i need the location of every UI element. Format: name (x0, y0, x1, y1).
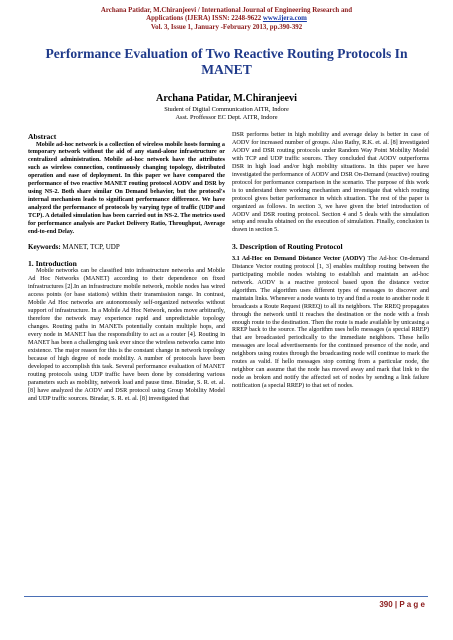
affiliation-2: Asst. Proffessor EC Dept. AITR, Indore (175, 113, 278, 121)
abstract-text: Mobile ad-hoc network is a collection of wireless mobile hosts forming a temporary network without the aid of any stand-alone infrastructure or centralized administration. Mobile ad-hoc network have the attributes such as wireless connection, continuously changing topology, distributed operation and ease of deployment. In this paper we have compared the performance of two reactive MANET routing protocol AODV and DSR by using NS-2. Both share similar On Demand behavior, but the protocol's internal mechanism leads to significant performance difference. We have analyzed the performance of protocols by varying type of traffic (UDP and TCP). A detailed simulation has been carried out in NS-2. The metrics used for performance analysis are Packet Delivery Ratio, Throughput, Average end-to-end Delay. (28, 141, 225, 235)
journal-header-line3: Vol. 3, Issue 1, January -February 2013, pp.390-392 (150, 23, 303, 31)
abstract-heading: Abstract (28, 132, 57, 141)
journal-website-link[interactable]: www.ijera.com (262, 15, 307, 23)
footer-divider (24, 596, 428, 597)
paper-title: Performance Evaluation of Two Reactive Routing Protocols In MANET (45, 46, 408, 77)
keywords-label: Keywords: (28, 242, 61, 251)
introduction-text: Mobile networks can be classified into infrastructure networks and Mobile Ad Hoc Networks (MANET) according to their dependence on fixed infrastructures [2].In an infrastructure mobile network, mobile nodes has wired access points (or base stations) within their transmission range. In contrast, Mobile Ad Hoc networks are autonomously self-organized networks without support of infrastructure. In a Mobile Ad Hoc Network, nodes move arbitrarily, therefore the network may experience rapid and unpredictable topology changes. Routing paths in MANETs potentially contain multiple hops, and every node in MANET has the responsibility to act as a router [4]. Routing in MANET has been a challenging task ever since the wireless networks came into existence. The major reason for this is the constant change in network topology because of high degree of node mobility. A number of protocols have been developed to accomplish this task. Several performance evaluation of MANET routing protocols using UDP traffic have been done by considering various parameters such as mobility, network load and pause time. Biradar, S. R. et. al. [8] have analyzed the AODV and DSR protocol using Group Mobility Model and UDP traffic sources. Biradar, S. R. et. al. [8] investigated that (28, 268, 226, 402)
left-column (28, 132, 225, 404)
journal-header-line2 (20, 15, 433, 23)
keywords (28, 244, 225, 252)
journal-header (20, 7, 433, 32)
aodv-section (232, 256, 429, 391)
introduction-heading: 1. Introduction (28, 258, 77, 268)
intro-continuation-text: DSR performs better in high mobility and average delay is better in case of AODV for increased number of groups. Also Rathy, R.K. et. al. [8] investigated AODV and DSR routing protocols under Random Way Point Mobility Model with TCP and UDP traffic sources. They concluded that AODV outperforms DSR in high load and/or high mobility situations. In this paper we have investigated the performance of AODV and DSR On-Demand (reactive) routing protocol for performance comparison in the scenario. The purpose of this work is to understand there working mechanism and investigate that which routing protocol gives better performance in which situation. The rest of the paper is organized as follows. In section 3, we have given the brief introduction of AODV and DSR routing protocol. Section 4 and 5 deals with the simulation setup and results obtained on the execution of simulation. Finally, conclusion is drawn in section 5. (232, 132, 429, 234)
affiliation-1: Student of Digital Communication AITR, Indore (164, 106, 289, 113)
aodv-subheading: 3.1 Ad-Hoc on Demand Distance Vector (AODV) (232, 255, 366, 262)
journal-issn: Applications (IJERA) ISSN: 2248-9622 (146, 15, 262, 23)
author-affiliations (20, 106, 433, 121)
section3-heading: 3. Description of Routing Protocol (232, 242, 343, 252)
author-names: Archana Patidar, M.Chiranjeevi (156, 93, 297, 104)
page-number: 390 | P a g e (379, 600, 425, 609)
journal-header-line1: Archana Patidar, M.Chiranjeevi / International Journal of Engineering Research and (100, 7, 353, 14)
keywords-text: MANET, TCP, UDP (62, 242, 120, 251)
right-column (232, 132, 429, 391)
aodv-text: The Ad-hoc On-demand Distance Vector routing protocol [1, 3] enables multihop routing between the participating mobile nodes wishing to establish and maintain an ad-hoc network. AODV is a reactive protocol based upon the distance vector algorithm. The algorithm uses different types of messages to discover and maintain links. Whenever a node wants to try and find a route to another node it broadcasts a Route Request (RREQ) to all its neighbors. The RREQ propagates through the network until it reaches the destination or the node with a fresh enough route to the destination. Then the route is made available by unicasing a RREP back to the source. The algorithm uses hello messages (a special RREP) that are broadcasted periodically to the immediate neighbors. These hello messages are local advertisements for the continued presence of the node, and neighbors using routes through the broadcasting node will continue to mark the routes as valid. If hello messages stop coming from a particular node, the neighbor can assume that the node has moved away and mark that link to the node as broken and notify the affected set of nodes by sending a link failure notification (a special RREP) to that set of nodes. (232, 255, 429, 390)
